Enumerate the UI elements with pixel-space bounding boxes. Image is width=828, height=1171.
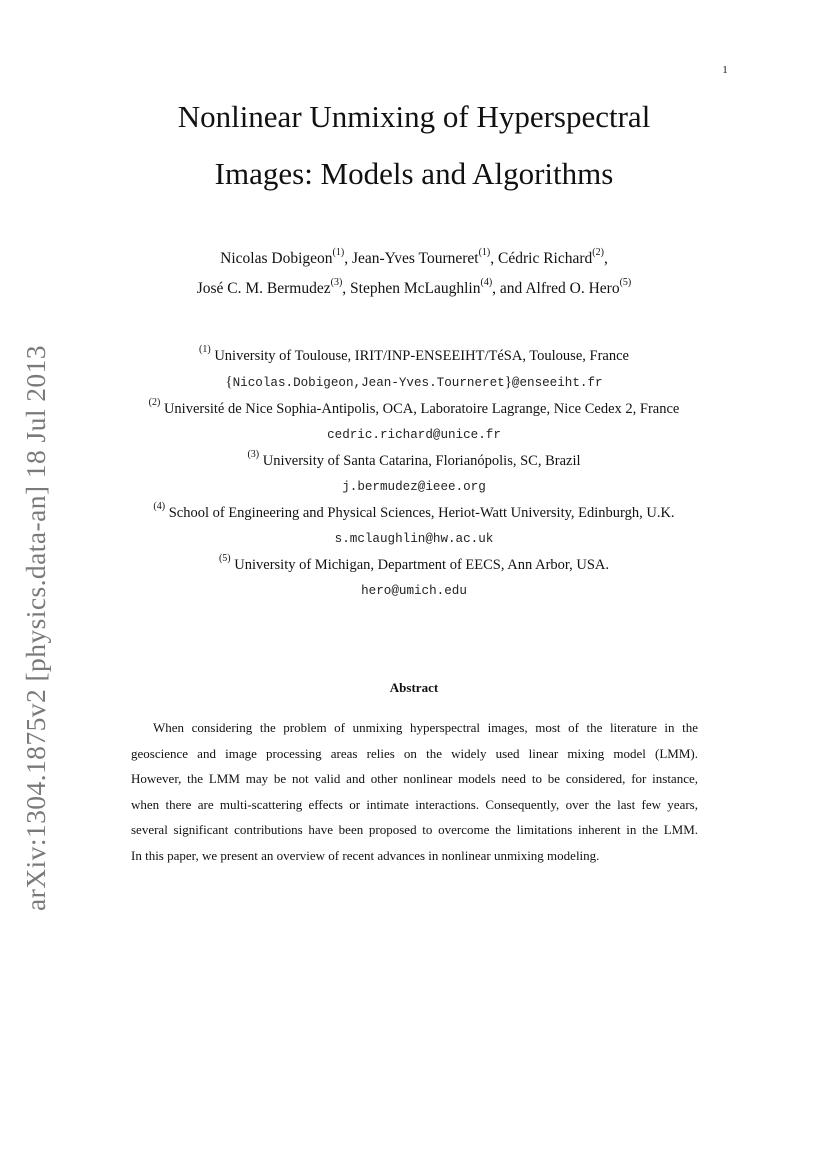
page-number: 1 bbox=[722, 64, 728, 76]
arxiv-stamp-text: arXiv:1304.1875v2 [physics.data-an] 18 Jul 2013 bbox=[21, 356, 51, 911]
author-affiliation-mark: (3) bbox=[330, 276, 343, 288]
paper-title-line-2: Images: Models and Algorithms bbox=[214, 156, 614, 191]
affiliation-1 bbox=[100, 343, 728, 369]
paper-title-line-1: Nonlinear Unmixing of Hyperspectral bbox=[177, 99, 651, 134]
author-list bbox=[100, 244, 728, 304]
email-domain: @enseeiht.fr bbox=[511, 376, 603, 390]
affiliation-mark: (3) bbox=[247, 449, 260, 461]
affiliation-mark: (2) bbox=[148, 397, 161, 409]
affiliation-mark: (5) bbox=[218, 553, 231, 565]
affiliation-4-email: s.mclaughlin@hw.ac.uk bbox=[334, 532, 494, 546]
paper-title bbox=[100, 88, 728, 202]
author-name: Stephen McLaughlin bbox=[350, 280, 481, 297]
author-separator: , bbox=[342, 280, 351, 297]
affiliation-text: Université de Nice Sophia-Antipolis, OCA, Laboratoire Lagrange, Nice Cedex 2, France bbox=[163, 401, 680, 417]
affiliation-mark: (4) bbox=[153, 501, 166, 513]
affiliation-4 bbox=[100, 500, 728, 526]
affiliation-text: University of Michigan, Department of EECS, Ann Arbor, USA. bbox=[234, 557, 610, 573]
affiliation-text: University of Toulouse, IRIT/INP-ENSEEIHT/TéSA, Toulouse, France bbox=[214, 348, 629, 364]
affiliation-5 bbox=[100, 552, 728, 578]
abstract-line: when there are multi-scattering effects or intimate interactions. Consequently, over the last few years, bbox=[131, 796, 698, 812]
affiliation-text: School of Engineering and Physical Sciences, Heriot-Watt University, Edinburgh, U.K. bbox=[168, 505, 675, 521]
author-affiliation-mark: (4) bbox=[480, 276, 493, 288]
email-address: Nicolas.Dobigeon,Jean-Yves.Tourneret bbox=[232, 376, 505, 390]
affiliation-1-email bbox=[100, 369, 728, 396]
email-brace-close: } bbox=[504, 374, 512, 390]
abstract-body bbox=[131, 715, 698, 869]
abstract-line: However, the LMM may be not valid and other nonlinear models need to be considered, for instance, bbox=[131, 771, 698, 787]
author-name: Nicolas Dobigeon bbox=[220, 250, 333, 267]
affiliation-mark: (1) bbox=[199, 344, 211, 356]
author-line-2 bbox=[100, 274, 728, 304]
author-affiliation-mark: (1) bbox=[478, 246, 491, 258]
author-separator: , bbox=[603, 250, 608, 267]
author-name: Alfred O. Hero bbox=[525, 280, 620, 297]
author-name: Cédric Richard bbox=[498, 250, 593, 267]
email-brace-open: { bbox=[225, 374, 233, 390]
arxiv-stamp bbox=[14, 345, 54, 913]
affiliation-5-email: hero@umich.edu bbox=[361, 584, 467, 598]
affiliation-text: University of Santa Catarina, Florianópolis, SC, Brazil bbox=[262, 453, 581, 469]
author-name: Jean-Yves Tourneret bbox=[351, 250, 479, 267]
author-affiliation-mark: (1) bbox=[332, 246, 345, 258]
author-separator: , and bbox=[492, 280, 526, 297]
affiliation-2 bbox=[100, 396, 728, 422]
abstract-heading: Abstract bbox=[389, 680, 439, 695]
affiliation-list bbox=[100, 343, 728, 604]
affiliation-3 bbox=[100, 448, 728, 474]
author-affiliation-mark: (5) bbox=[619, 276, 632, 288]
affiliation-3-email: j.bermudez@ieee.org bbox=[342, 480, 486, 494]
abstract-line: When considering the problem of unmixing hyperspectral images, most of the literature in the bbox=[153, 720, 698, 735]
author-name: José C. M. Bermudez bbox=[196, 280, 331, 297]
author-separator: , bbox=[344, 250, 352, 267]
affiliation-2-email: cedric.richard@unice.fr bbox=[327, 428, 501, 442]
author-affiliation-mark: (2) bbox=[592, 246, 604, 258]
arxiv-stamp-svg bbox=[14, 345, 54, 913]
abstract-line: In this paper, we present an overview of recent advances in nonlinear unmixing modeling. bbox=[131, 847, 600, 863]
abstract-line: geoscience and image processing areas relies on the widely used linear mixing model (LMM). bbox=[131, 745, 698, 761]
author-separator: , bbox=[490, 250, 499, 267]
author-line-1 bbox=[100, 244, 728, 274]
abstract-line: several significant contributions have been proposed to overcome the limitations inherent in the LMM. bbox=[131, 822, 698, 838]
